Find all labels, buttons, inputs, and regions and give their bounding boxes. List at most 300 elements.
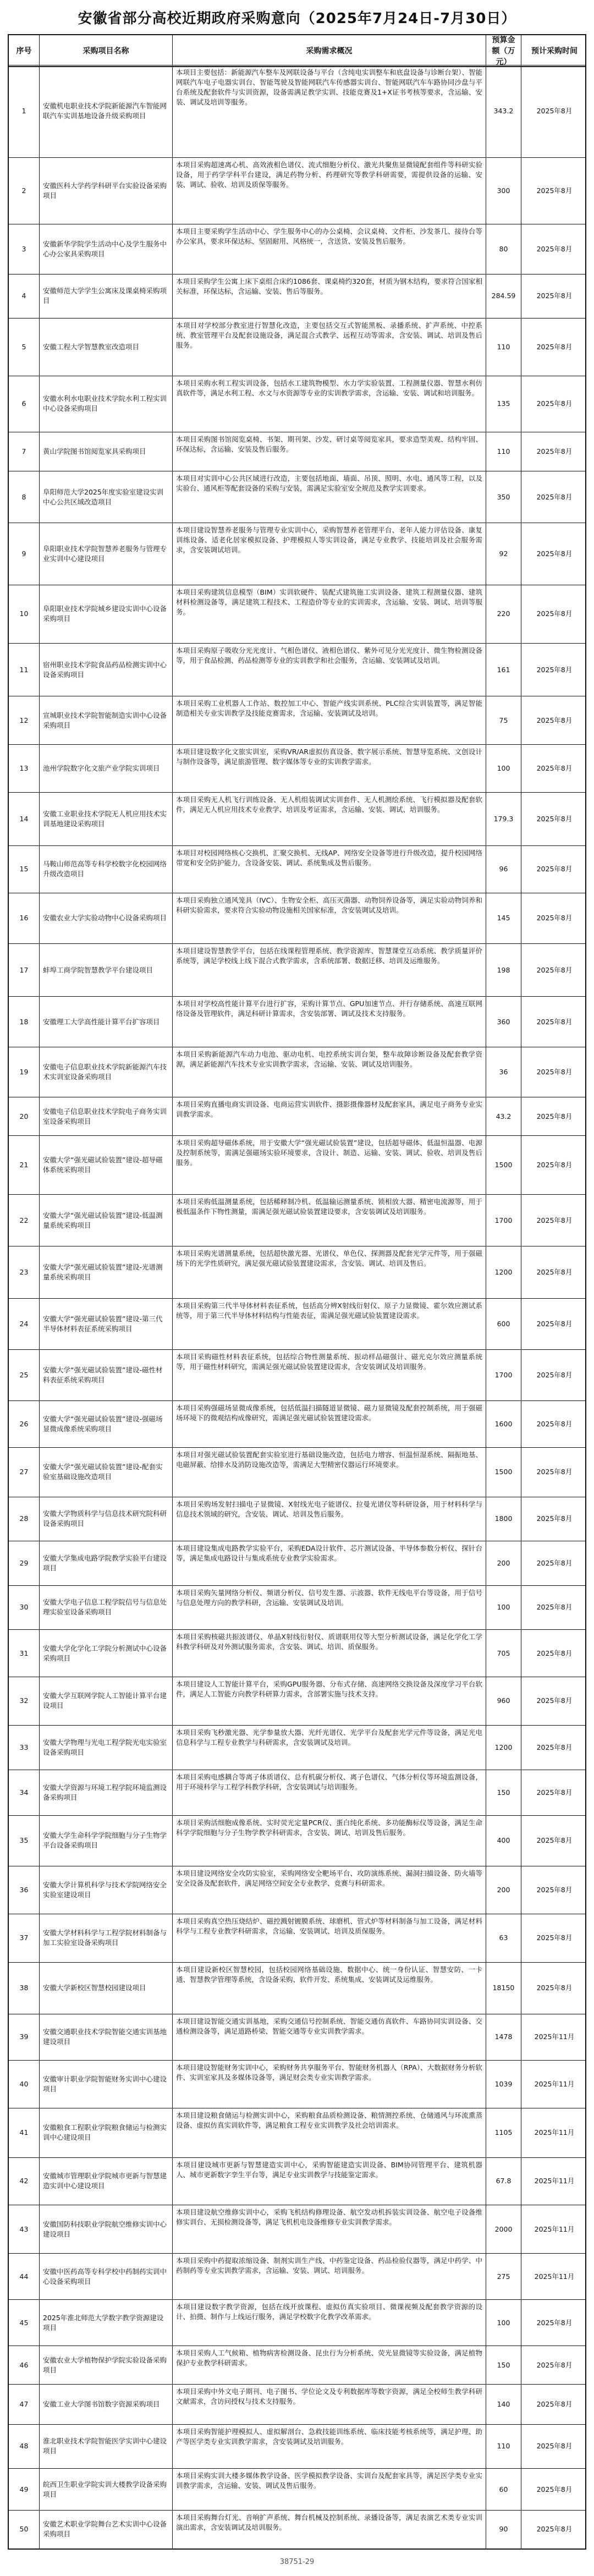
project-name: 安徽国防科技职业学院航空维修实训中心建设项目 [40, 2205, 173, 2254]
table-row [9, 1246, 585, 1298]
project-description: 本项目采购第三代半导体材料表征系统，包括高分辨X射线衍射仪、原子力显微镜、霍尔效应测试系统等，用于第三代半导体材料结构与性能表征，需满足强光磁试验装置建设需求。 [173, 1299, 486, 1349]
budget-amount: 135 [486, 376, 521, 432]
procurement-time: 2025年8月 [536, 1017, 573, 1026]
budget-amount: 1500 [486, 1448, 521, 1497]
budget-amount: 300 [486, 158, 521, 224]
project-description: 本项目采购原子吸收分光光度计、气相色谱仪、液相色谱仪、紫外可见分光光度计、微生物检测设备等，用于食品检测、药品检测等专业的实训教学和社会服务，含运输、安装调试及培训。 [173, 644, 486, 696]
project-name: 安徽大学电子信息工程学院信号与信息处理实验室设备采购项目 [40, 1586, 173, 1629]
project-name: 安徽机电职业技术学院新能源汽车智能网联汽车实训基地设备升级采购项目 [40, 65, 173, 157]
procurement-time: 2025年8月 [536, 1068, 573, 1076]
project-description: 本项目采购活细胞成像系统、实时荧光定量PCR仪、蛋白纯化系统、多功能酶标仪等设备，满足生命科学学院细胞与分子生物学教学科研需求，含安装、调试、培训及售后服务。 [173, 1816, 486, 1866]
row-number: 47 [9, 2385, 40, 2424]
row-number: 19 [9, 1047, 40, 1097]
project-description: 本项目建设智能交通实训基地，采购交通信号控制系统、智能交通仿真软件、车路协同实训设备、交通检测设备等，满足道路桥梁、智能交通等专业实训教学需求。 [173, 2014, 486, 2060]
project-description: 本项目采购电感耦合等离子体质谱仪、总有机碳分析仪、离子色谱仪、气体分析仪等环境监测设备，用于环境科学与工程学科教学科研，含安装调试与培训服务。 [173, 1770, 486, 1815]
table-row [9, 2108, 585, 2157]
project-name: 安徽电子信息职业技术学院新能源汽车技术实训室设备采购项目 [40, 1047, 173, 1097]
row-number: 29 [9, 1541, 40, 1585]
procurement-time: 2025年8月 [536, 1370, 573, 1379]
project-description: 本项目建设人工智能计算平台，采购GPU服务器、分布式存储、高速网络交换设备及深度学习平台软件，满足人工智能方向教学科研算力需求，含部署实施与技术支持。 [173, 1677, 486, 1724]
table-row [9, 471, 585, 523]
budget-amount: 92 [486, 523, 521, 585]
table-row [9, 1541, 585, 1585]
budget-amount: 100 [486, 1586, 521, 1629]
header-name: 采购项目名称 [40, 35, 173, 66]
row-number: 34 [9, 1770, 40, 1815]
procurement-time: 2025年8月 [536, 2399, 573, 2408]
row-number: 17 [9, 944, 40, 997]
project-description: 本项目建设航空维修实训中心，采购飞机结构修理设备、航空发动机拆装实训设备、航空电子设备维修实训台、无损检测设备等，满足飞机机电设备维修专业实训教学需求。 [173, 2205, 486, 2254]
project-name: 安徽大学“强光磁试验装置”建设-第三代半导体材料表征系统采购项目 [40, 1299, 173, 1349]
procurement-time: 2025年8月 [536, 764, 573, 772]
project-name: 马鞍山师范高等专科学校数字化校园网络升级改造项目 [40, 846, 173, 893]
row-number: 9 [9, 523, 40, 585]
project-name: 宣城职业技术学院智能制造实训中心设备采购项目 [40, 696, 173, 744]
table-row [9, 792, 585, 845]
budget-amount: 1800 [486, 1497, 521, 1541]
table-row [9, 2468, 585, 2510]
table-row [9, 696, 585, 744]
row-number: 26 [9, 1401, 40, 1447]
procurement-time: 2025年8月 [536, 609, 573, 618]
budget-amount: 1700 [486, 1195, 521, 1246]
procurement-time: 2025年11月 [534, 2033, 575, 2041]
procurement-time: 2025年8月 [536, 1743, 573, 1751]
procurement-time: 2025年8月 [536, 1934, 573, 1942]
row-number: 44 [9, 2254, 40, 2299]
row-number: 7 [9, 432, 40, 471]
table-row [9, 1585, 585, 1629]
budget-amount: 140 [486, 2385, 521, 2424]
row-number: 2 [9, 158, 40, 224]
project-description: 本项目采购核磁共振波谱仪、单晶X射线衍射仪、质谱联用仪等大型分析测试设备，满足化学化工学科教学科研及对外测试服务需求，含安装、调试、培训、质保服务。 [173, 1630, 486, 1677]
project-description: 本项目采购图书馆阅览桌椅、书架、期刊架、沙发、研讨桌等阅览家具，要求造型美观、结构牢固、环保达标，含运输、安装及售后服务。 [173, 432, 486, 471]
project-name: 安徽粮食工程职业学院粮食储运与检测实训中心建设项目 [40, 2108, 173, 2157]
procurement-time: 2025年11月 [534, 2272, 575, 2281]
table-row [9, 274, 585, 318]
project-name: 安徽大学材料科学与工程学院材料制备与加工实验室设备采购项目 [40, 1914, 173, 1962]
budget-amount: 18150 [486, 1963, 521, 2014]
row-number: 28 [9, 1497, 40, 1541]
procurement-time: 2025年8月 [536, 1468, 573, 1476]
budget-amount: 284.59 [486, 274, 521, 318]
project-name: 安徽师范大学学生公寓床及课桌椅采购项目 [40, 274, 173, 318]
table-row [9, 1962, 585, 2014]
project-name: 安徽农业大学植物保护学院实验设备采购项目 [40, 2346, 173, 2384]
table-row [9, 1866, 585, 1914]
row-number: 31 [9, 1630, 40, 1677]
budget-amount: 100 [486, 2300, 521, 2346]
row-number: 42 [9, 2158, 40, 2205]
procurement-time: 2025年11月 [534, 2079, 575, 2088]
procurement-time: 2025年8月 [536, 2525, 573, 2534]
procurement-time: 2025年8月 [536, 244, 573, 253]
procurement-time: 2025年8月 [536, 865, 573, 874]
project-name: 阜阳职业技术学院城乡建设实训中心设备采购项目 [40, 585, 173, 643]
project-description: 本项目主要采购学生活动中心、学生服务中心的办公桌椅、会议桌椅、文件柜、沙发茶几、接待台等办公家具，要求环保达标、坚固耐用、风格统一，含送货、安装及售后服务。 [173, 224, 486, 274]
budget-amount: 200 [486, 1866, 521, 1914]
budget-amount: 63 [486, 1914, 521, 1962]
table-row [9, 2384, 585, 2424]
project-name: 安徽大学“强光磁试验装置”建设-超导磁体系统采购项目 [40, 1136, 173, 1194]
project-name: 阜阳师范大学2025年度实验室建设实训中心公共区域改造项目 [40, 471, 173, 523]
project-name: 2025年淮北师范大学数字教学资源建设项目 [40, 2300, 173, 2346]
row-number: 16 [9, 893, 40, 943]
project-description: 本项目采购新能源汽车动力电池、驱动电机、电控系统实训台架，整车故障诊断设备及配套教学资源，满足新能源汽车技术专业实训教学需求，含运输、安装、调试及培训服务。 [173, 1047, 486, 1097]
row-number: 50 [9, 2511, 40, 2548]
project-description: 本项目建设智慧养老服务与管理专业实训中心，采购智慧养老管理平台、老年人能力评估设备、康复训练设备、适老化居家模拟设备、护理模拟人等实训设备，满足专业教学、技能培训及社会服务需求，含安装调试培训。 [173, 523, 486, 585]
header-desc: 采购需求概况 [173, 35, 486, 66]
header-budget: 预算金额（万元） [486, 35, 521, 66]
row-number: 25 [9, 1350, 40, 1400]
procurement-time: 2025年8月 [536, 1984, 573, 1992]
project-name: 皖西卫生职业学院实训大楼教学设备采购项目 [40, 2469, 173, 2510]
project-description: 本项目对强光磁试验装置配套实验室进行基础设施改造，包括电力增容、恒温恒湿系统、隔振地基、电磁屏蔽、给排水及消防设施改造等，需满足大型精密仪器运行环境要求。 [173, 1448, 486, 1497]
budget-amount: 80 [486, 224, 521, 274]
budget-amount: 198 [486, 944, 521, 997]
table-row [9, 2060, 585, 2108]
table-row [9, 1447, 585, 1497]
table-row [9, 1298, 585, 1349]
project-description: 本项目对学校部分教室进行智慧化改造，主要包括交互式智能黑板、录播系统、扩声系统、中控系统、教室管理平台及配套设施设备，满足混合式教学、远程互动等需求，含安装、调试、培训及售后服务。 [173, 318, 486, 376]
procurement-time: 2025年8月 [536, 965, 573, 974]
budget-amount: 1500 [486, 1136, 521, 1194]
project-description: 本项目建设网络安全攻防实验室，采购网络安全靶场平台、攻防演练系统、漏洞扫描设备、防火墙等安全设备及配套软件，满足网络空间安全专业教学、竞赛与科研需求。 [173, 1866, 486, 1914]
budget-amount: 350 [486, 471, 521, 523]
row-number: 49 [9, 2469, 40, 2510]
budget-amount: 1105 [486, 2108, 521, 2157]
procurement-time: 2025年8月 [536, 1836, 573, 1845]
procurement-time: 2025年8月 [536, 107, 573, 116]
procurement-time: 2025年8月 [536, 2442, 573, 2451]
row-number: 3 [9, 224, 40, 274]
row-number: 43 [9, 2205, 40, 2254]
procurement-time: 2025年8月 [536, 814, 573, 823]
table-row [9, 523, 585, 585]
row-number: 35 [9, 1816, 40, 1866]
procurement-time: 2025年8月 [536, 1216, 573, 1224]
project-description: 本项目采购超导磁体系统，用于安徽大学“强光磁试验装置”建设，包括超导磁体、低温恒温器、电源及控制系统等，需满足强磁场实验环境要求，含设计、制造、运输、安装、调试、验收、培训及售后服务。 [173, 1136, 486, 1194]
table-row [9, 1629, 585, 1677]
budget-amount: 1039 [486, 2061, 521, 2108]
budget-amount: 161 [486, 644, 521, 696]
budget-amount: 43.2 [486, 1097, 521, 1135]
row-number: 33 [9, 1726, 40, 1770]
project-name: 蚌埠工商学院智慧教学平台建设项目 [40, 944, 173, 997]
project-description: 本项目采购中药提取浓缩设备、制剂实训生产线、中药鉴定设备、药品检验仪器等，满足中药学、中药制药等专业实训教学需求，含运输、安装、调试、培训服务。 [173, 2254, 486, 2299]
table-row [9, 996, 585, 1047]
table-row [9, 1135, 585, 1194]
project-name: 安徽工业职业技术学院无人机应用技术实训基地建设采购项目 [40, 793, 173, 845]
budget-amount: 705 [486, 1630, 521, 1677]
row-number: 39 [9, 2014, 40, 2060]
row-number: 8 [9, 471, 40, 523]
procurement-time: 2025年8月 [536, 1558, 573, 1567]
project-description: 本项目采购舞台灯光、音响扩声系统、舞台机械及控制系统、录播设备等，满足表演艺术类专业实训演出需求，含安装调试及培训服务。 [173, 2511, 486, 2548]
table-row [9, 2299, 585, 2346]
table-row [9, 585, 585, 643]
project-name: 安徽工程大学智慧教室改造项目 [40, 318, 173, 376]
project-name: 安徽大学物理与光电工程学院光电实验室设备采购项目 [40, 1726, 173, 1770]
row-number: 38 [9, 1963, 40, 2014]
row-number: 6 [9, 376, 40, 432]
project-name: 安徽农业大学实验动物中心设备采购项目 [40, 893, 173, 943]
table-row [9, 1497, 585, 1541]
procurement-time: 2025年8月 [536, 1419, 573, 1428]
project-description: 本项目采购学生公寓上床下桌组合床约1086套、课桌椅约320套，材质为钢木结构，要求符合国家相关标准，环保达标，含运输、安装、售后等服务。 [173, 274, 486, 318]
row-number: 45 [9, 2300, 40, 2346]
procurement-time: 2025年8月 [536, 2318, 573, 2327]
project-name: 池州学院数字化文旅产业学院实训项目 [40, 745, 173, 792]
project-name: 安徽大学“强光磁试验装置”建设-配套实验室基础设施改造项目 [40, 1448, 173, 1497]
procurement-time: 2025年11月 [534, 2128, 575, 2137]
project-name: 黄山学院图书馆阅览家具采购项目 [40, 432, 173, 471]
procurement-time: 2025年8月 [536, 914, 573, 922]
project-name: 安徽大学生命科学学院细胞与分子生物学平台设备采购项目 [40, 1816, 173, 1866]
table-row [9, 318, 585, 376]
project-name: 安徽大学计算机科学与技术学院网络安全实验室建设项目 [40, 1866, 173, 1914]
budget-amount: 1700 [486, 1350, 521, 1400]
project-description: 本项目采购矢量网络分析仪、频谱分析仪、信号发生器、示波器、软件无线电平台等设备，用于信号与信息处理方向的教学科研，含运输、安装调试及培训。 [173, 1586, 486, 1629]
procurement-time: 2025年8月 [536, 292, 573, 300]
table-row [9, 224, 585, 274]
row-number: 4 [9, 274, 40, 318]
table-row [9, 1770, 585, 1815]
table-row [9, 1400, 585, 1447]
procurement-time: 2025年8月 [536, 716, 573, 724]
project-description: 本项目采购场发射扫描电子显微镜、X射线光电子能谱仪、拉曼光谱仪等科研设备，用于材料科学与信息技术领域的研究，含安装、调试、培训及售后服务。 [173, 1497, 486, 1541]
header-no: 序号 [9, 35, 40, 66]
budget-amount: 1200 [486, 1246, 521, 1298]
budget-amount: 275 [486, 2254, 521, 2299]
budget-amount: 2000 [486, 2205, 521, 2254]
project-name: 宿州职业技术学院食品药品检测实训中心设备采购项目 [40, 644, 173, 696]
project-description: 本项目采购中外文电子期刊、电子图书、学位论文及专利数据库等数字资源，满足全校师生教学科研文献需求，含访问授权与技术支持服务。 [173, 2385, 486, 2424]
project-description: 本项目采购无人机飞行训练设备、无人机组装调试实训套件、无人机测绘系统、飞行模拟器及配套软件，满足无人机应用技术专业教学、培训及考证需求，含运输、安装、调试、培训服务。 [173, 793, 486, 845]
budget-amount: 75 [486, 696, 521, 744]
project-description: 本项目建设新校区智慧校园，包括校园网络基础设施、数据中心、统一身份认证、智慧安防、一卡通、智慧教学管理等系统，含设备采购、软件开发、系统集成、安装调试及运维服务。 [173, 1963, 486, 2014]
row-number: 5 [9, 318, 40, 376]
row-number: 20 [9, 1097, 40, 1135]
budget-amount: 220 [486, 585, 521, 643]
project-name: 安徽大学资源与环境工程学院环境监测设备采购项目 [40, 1770, 173, 1815]
project-name: 安徽医科大学药学科研平台实验设备采购项目 [40, 158, 173, 224]
project-name: 安徽大学“强光磁试验装置”建设-强磁场显微成像系统采购项目 [40, 1401, 173, 1447]
procurement-time: 2025年8月 [536, 550, 573, 558]
table-row [9, 744, 585, 792]
project-description: 本项目建设数字化文旅实训室，采购VR/AR虚拟仿真设备、数字展示系统、智慧导览系统、文创设计与制作设备等，满足旅游管理、数字媒体等专业的实训教学需求。 [173, 745, 486, 792]
project-description: 本项目采购飞秒激光器、光学参量放大器、光纤光谱仪、光学平台及配套光学元件等设备，满足光电信息科学与工程专业教学与科研需求，含安装调试及培训。 [173, 1726, 486, 1770]
procurement-time: 2025年8月 [536, 2360, 573, 2369]
table-row [9, 845, 585, 893]
project-description: 本项目采购实训大楼多媒体教学设备、医学模拟教学设备、实训台及配套家具等，满足医学类专业实训教学需求，含运输、安装、调试及售后服务。 [173, 2469, 486, 2510]
table-row [9, 643, 585, 696]
budget-amount: 600 [486, 1299, 521, 1349]
row-number: 40 [9, 2061, 40, 2108]
project-name: 安徽新华学院学生活动中心及学生服务中心办公家具采购项目 [40, 224, 173, 274]
budget-amount: 179.3 [486, 793, 521, 845]
project-name: 安徽大学新校区智慧校园建设项目 [40, 1963, 173, 2014]
project-name: 安徽城市管理职业学院城市更新与智慧建造实训中心建设项目 [40, 2158, 173, 2205]
procurement-time: 2025年8月 [536, 492, 573, 501]
project-description: 本项目采购磁性材料表征系统，包括综合物性测量系统、振动样品磁强计、磁光克尔效应测量系统等，用于磁性材料研究，需满足强光磁试验装置建设需求，含安装调试及培训服务。 [173, 1350, 486, 1400]
table-row [9, 65, 585, 157]
budget-amount: 36 [486, 1047, 521, 1097]
project-description: 本项目建设智慧教学平台，包括在线课程管理系统、教学资源库、智慧课堂互动系统、教学质量评价系统等，满足学校线上线下混合式教学需求，含系统部署、数据迁移、培训及运维服务。 [173, 944, 486, 997]
row-number: 27 [9, 1448, 40, 1497]
budget-amount: 96 [486, 846, 521, 893]
table-row [9, 1914, 585, 1962]
row-number: 10 [9, 585, 40, 643]
project-description: 本项目建设数字教学资源，包括在线开放课程、虚拟仿真实验项目、微课视频及配套教学资源的设计、拍摄、制作与上线运行服务，满足学校数字化教学改革需求。 [173, 2300, 486, 2346]
row-number: 15 [9, 846, 40, 893]
row-number: 1 [9, 65, 40, 157]
procurement-time: 2025年8月 [536, 1112, 573, 1121]
project-name: 安徽电子信息职业技术学院电子商务实训室设备采购项目 [40, 1097, 173, 1135]
row-number: 12 [9, 696, 40, 744]
project-description: 本项目对校园网络核心交换机、汇聚交换机、无线AP、网络安全设备等进行升级改造，提升校园网络带宽和安全防护能力，含设备安装、调试、系统集成及售后服务。 [173, 846, 486, 893]
table-row [9, 2253, 585, 2299]
table-row [9, 1194, 585, 1246]
procurement-time: 2025年11月 [534, 2225, 575, 2233]
project-description: 本项目建设城市更新与智慧建造实训中心，采购智能建造实训设备、BIM协同管理平台、建筑机器人、城市更新数字孪生平台等，满足专业实训教学与技能鉴定需求。 [173, 2158, 486, 2205]
procurement-time: 2025年8月 [536, 1649, 573, 1657]
project-name: 安徽艺术职业学院舞台艺术实训中心设备采购项目 [40, 2511, 173, 2548]
table-header [8, 34, 586, 67]
project-name: 安徽大学互联网学院人工智能计算平台建设项目 [40, 1677, 173, 1724]
row-number: 13 [9, 745, 40, 792]
budget-amount: 150 [486, 2346, 521, 2384]
table-row [9, 2346, 585, 2384]
project-name: 安徽大学化学化工学院分析测试中心设备采购项目 [40, 1630, 173, 1677]
table-row [9, 2510, 585, 2548]
budget-amount: 1600 [486, 1401, 521, 1447]
row-number: 46 [9, 2346, 40, 2384]
row-number: 32 [9, 1677, 40, 1724]
procurement-time: 2025年8月 [536, 1319, 573, 1328]
project-name: 安徽理工大学高性能计算平台扩容项目 [40, 997, 173, 1047]
project-name: 安徽审计职业学院智能财务实训中心建设项目 [40, 2061, 173, 2108]
page-footer: 38751-29 [279, 2558, 315, 2566]
row-number: 36 [9, 1866, 40, 1914]
project-name: 阜阳职业技术学院智慧养老服务与管理专业实训中心建设项目 [40, 523, 173, 585]
table-row [9, 2205, 585, 2254]
table-row [9, 943, 585, 997]
row-number: 22 [9, 1195, 40, 1246]
procurement-time: 2025年8月 [536, 1514, 573, 1523]
table-row [9, 1677, 585, 1724]
table-row [9, 1097, 585, 1135]
project-name: 安徽大学“强光磁试验装置”建设-磁性材料表征系统采购项目 [40, 1350, 173, 1400]
project-name: 安徽大学物质科学与信息技术研究院科研设备采购项目 [40, 1497, 173, 1541]
budget-amount: 150 [486, 1770, 521, 1815]
table-row [9, 893, 585, 943]
project-description: 本项目采购真空热压烧结炉、磁控溅射镀膜系统、球磨机、管式炉等材料制备与加工设备，满足材料科学与工程专业教学科研需求，含运输、安装调试、培训及质保服务。 [173, 1914, 486, 1962]
procurement-time: 2025年8月 [536, 1161, 573, 1169]
project-description: 本项目建设粮食储运与检测实训中心，采购粮食品质检测设备、粮情测控系统、仓储通风与环流熏蒸设备、虚拟仿真实训软件等，满足粮食工程专业实训教学及社会培训需求。 [173, 2108, 486, 2157]
project-name: 安徽水利水电职业技术学院水利工程实训中心设备采购项目 [40, 376, 173, 432]
row-number: 30 [9, 1586, 40, 1629]
row-number: 37 [9, 1914, 40, 1962]
row-number: 48 [9, 2425, 40, 2468]
budget-amount: 145 [486, 893, 521, 943]
row-number: 14 [9, 793, 40, 845]
project-name: 安徽中医药高等专科学校中药制药实训中心设备采购项目 [40, 2254, 173, 2299]
procurement-time: 2025年8月 [536, 447, 573, 455]
table-row [9, 376, 585, 432]
project-name: 安徽交通职业技术学院智能交通实训基地建设项目 [40, 2014, 173, 2060]
procurement-time: 2025年8月 [536, 1885, 573, 1894]
table-row [9, 2014, 585, 2060]
project-description: 本项目建设集成电路教学实验平台，采购EDA设计软件、芯片测试设备、半导体参数分析仪、探针台等，满足集成电路设计与集成系统专业教学实验需求。 [173, 1541, 486, 1585]
table-row [9, 2157, 585, 2205]
project-description: 本项目主要包括：新能源汽车整车及网联设备与平台（含纯电实训整车和底盘设备与诊断台架）、智能网联汽车电子电器实训台、智能驾驶及智能网联汽车传感器实训台、智能网联汽车车路协同沙盘与平台系统及配套软件与实训资源，设备需满足教学实训、技能竞赛及1+X证书考核等要求，含运输、安装、调试及培训等服务。 [173, 65, 486, 157]
budget-amount: 400 [486, 1816, 521, 1866]
procurement-time: 2025年8月 [536, 1788, 573, 1797]
project-description: 本项目采购水利工程实训设备，包括水工建筑物模型、水力学实验装置、工程测量仪器、智慧水利仿真软件等，满足水利工程、水文与水资源等专业的实训教学需求，含运输、安装、调试和培训服务。 [173, 376, 486, 432]
project-name: 安徽工业大学图书馆数字资源采购项目 [40, 2385, 173, 2424]
budget-amount: 110 [486, 2425, 521, 2468]
budget-amount: 343.2 [486, 65, 521, 157]
budget-amount: 60 [486, 2469, 521, 2510]
project-description: 本项目采购建筑信息模型（BIM）实训软硬件、装配式建筑施工实训设备、建筑工程测量仪器、建筑材料检测设备等，满足建筑工程技术、工程造价等专业的实训需求，含运输、安装、调试、培训等服务。 [173, 585, 486, 643]
procurement-time: 2025年8月 [536, 1268, 573, 1277]
page-title: 安徽省部分高校近期政府采购意向（2025年7月24日-7月30日） [78, 10, 516, 27]
budget-amount: 100 [486, 745, 521, 792]
procurement-time: 2025年8月 [536, 1603, 573, 1612]
row-number: 11 [9, 644, 40, 696]
table-row [9, 432, 585, 471]
project-name: 安徽大学“强光磁试验装置”建设-低温测量系统采购项目 [40, 1195, 173, 1246]
project-description: 本项目采购光谱测量系统，包括超快激光器、光谱仪、单色仪、探测器及配套光学元件等，用于强磁场下的光学性质研究，满足强光磁试验装置建设需求，含安装、调试、培训及售后。 [173, 1246, 486, 1298]
project-name: 淮北职业技术学院智能医学实训中心建设项目 [40, 2425, 173, 2468]
project-name: 安徽大学集成电路学院教学实验平台建设项目 [40, 1541, 173, 1585]
row-number: 23 [9, 1246, 40, 1298]
project-description: 本项目建设智能财务实训中心，采购财务共享服务平台、智能财务机器人（RPA）、大数据财务分析软件、实训室家具及多媒体设备等，满足财会类专业实训教学需求。 [173, 2061, 486, 2108]
project-description: 本项目采购智能护理模拟人、虚拟解剖台、急救技能训练系统、临床技能考核系统等，满足护理、助产等医学类专业实训教学需求，含安装调试及培训服务。 [173, 2425, 486, 2468]
procurement-table [8, 65, 586, 2550]
budget-amount: 1200 [486, 1726, 521, 1770]
budget-amount: 110 [486, 432, 521, 471]
row-number: 18 [9, 997, 40, 1047]
procurement-time: 2025年8月 [536, 186, 573, 195]
project-description: 本项目采购低温测量系统，包括稀释制冷机、低温输运测量系统、锁相放大器、精密电流源等，用于极低温条件下物性测量，需满足强光磁试验装置建设要求，含安装调试及培训服务。 [173, 1195, 486, 1246]
budget-amount: 90 [486, 2511, 521, 2548]
row-number: 24 [9, 1299, 40, 1349]
table-row [9, 157, 585, 224]
project-description: 本项目采购强磁场显微成像系统，包括低温扫描隧道显微镜、磁力显微镜及配套控制系统，用于强磁场环境下的微观结构成像研究，需满足强光磁试验装置建设需求。 [173, 1401, 486, 1447]
procurement-time: 2025年8月 [536, 342, 573, 351]
budget-amount: 200 [486, 1541, 521, 1585]
project-description: 本项目采购工业机器人工作站、数控加工中心、智能产线实训系统、PLC综合实训装置等，满足智能制造相关专业实训教学及技能竞赛需求，含运输、安装调试及培训。 [173, 696, 486, 744]
budget-amount: 110 [486, 318, 521, 376]
budget-amount: 960 [486, 1677, 521, 1724]
header-time: 预计采购时间 [531, 47, 578, 56]
row-number: 21 [9, 1136, 40, 1194]
table-row [9, 1047, 585, 1097]
project-description: 本项目采购人工气候箱、植物病害检测设备、昆虫行为分析系统、荧光显微镜等实验设备，满足植物保护专业教学科研需求。 [173, 2346, 486, 2384]
project-description: 本项目采购独立通风笼具（IVC）、生物安全柜、高压灭菌器、动物饲养设备等，满足实验动物饲养和科研实验需求，要求符合实验动物设施相关国家标准，含安装调试及培训。 [173, 893, 486, 943]
row-number: 41 [9, 2108, 40, 2157]
procurement-time: 2025年8月 [536, 399, 573, 408]
budget-amount: 360 [486, 997, 521, 1047]
budget-amount: 67.8 [486, 2158, 521, 2205]
project-description: 本项目对学校高性能计算平台进行扩容，采购计算节点、GPU加速节点、并行存储系统、高速互联网络设备及管理软件，满足科研计算需求，含安装部署、调试及技术支持服务。 [173, 997, 486, 1047]
procurement-time: 2025年8月 [536, 1696, 573, 1705]
procurement-time: 2025年8月 [536, 2485, 573, 2493]
project-description: 本项目对实训中心公共区域进行改造，主要包括地面、墙面、吊顶、照明、水电、通风等工程，以及实验台、通风柜等配套设备的采购与安装，需满足实验室安全规范及教学实训要求。 [173, 471, 486, 523]
table-row [9, 1349, 585, 1400]
